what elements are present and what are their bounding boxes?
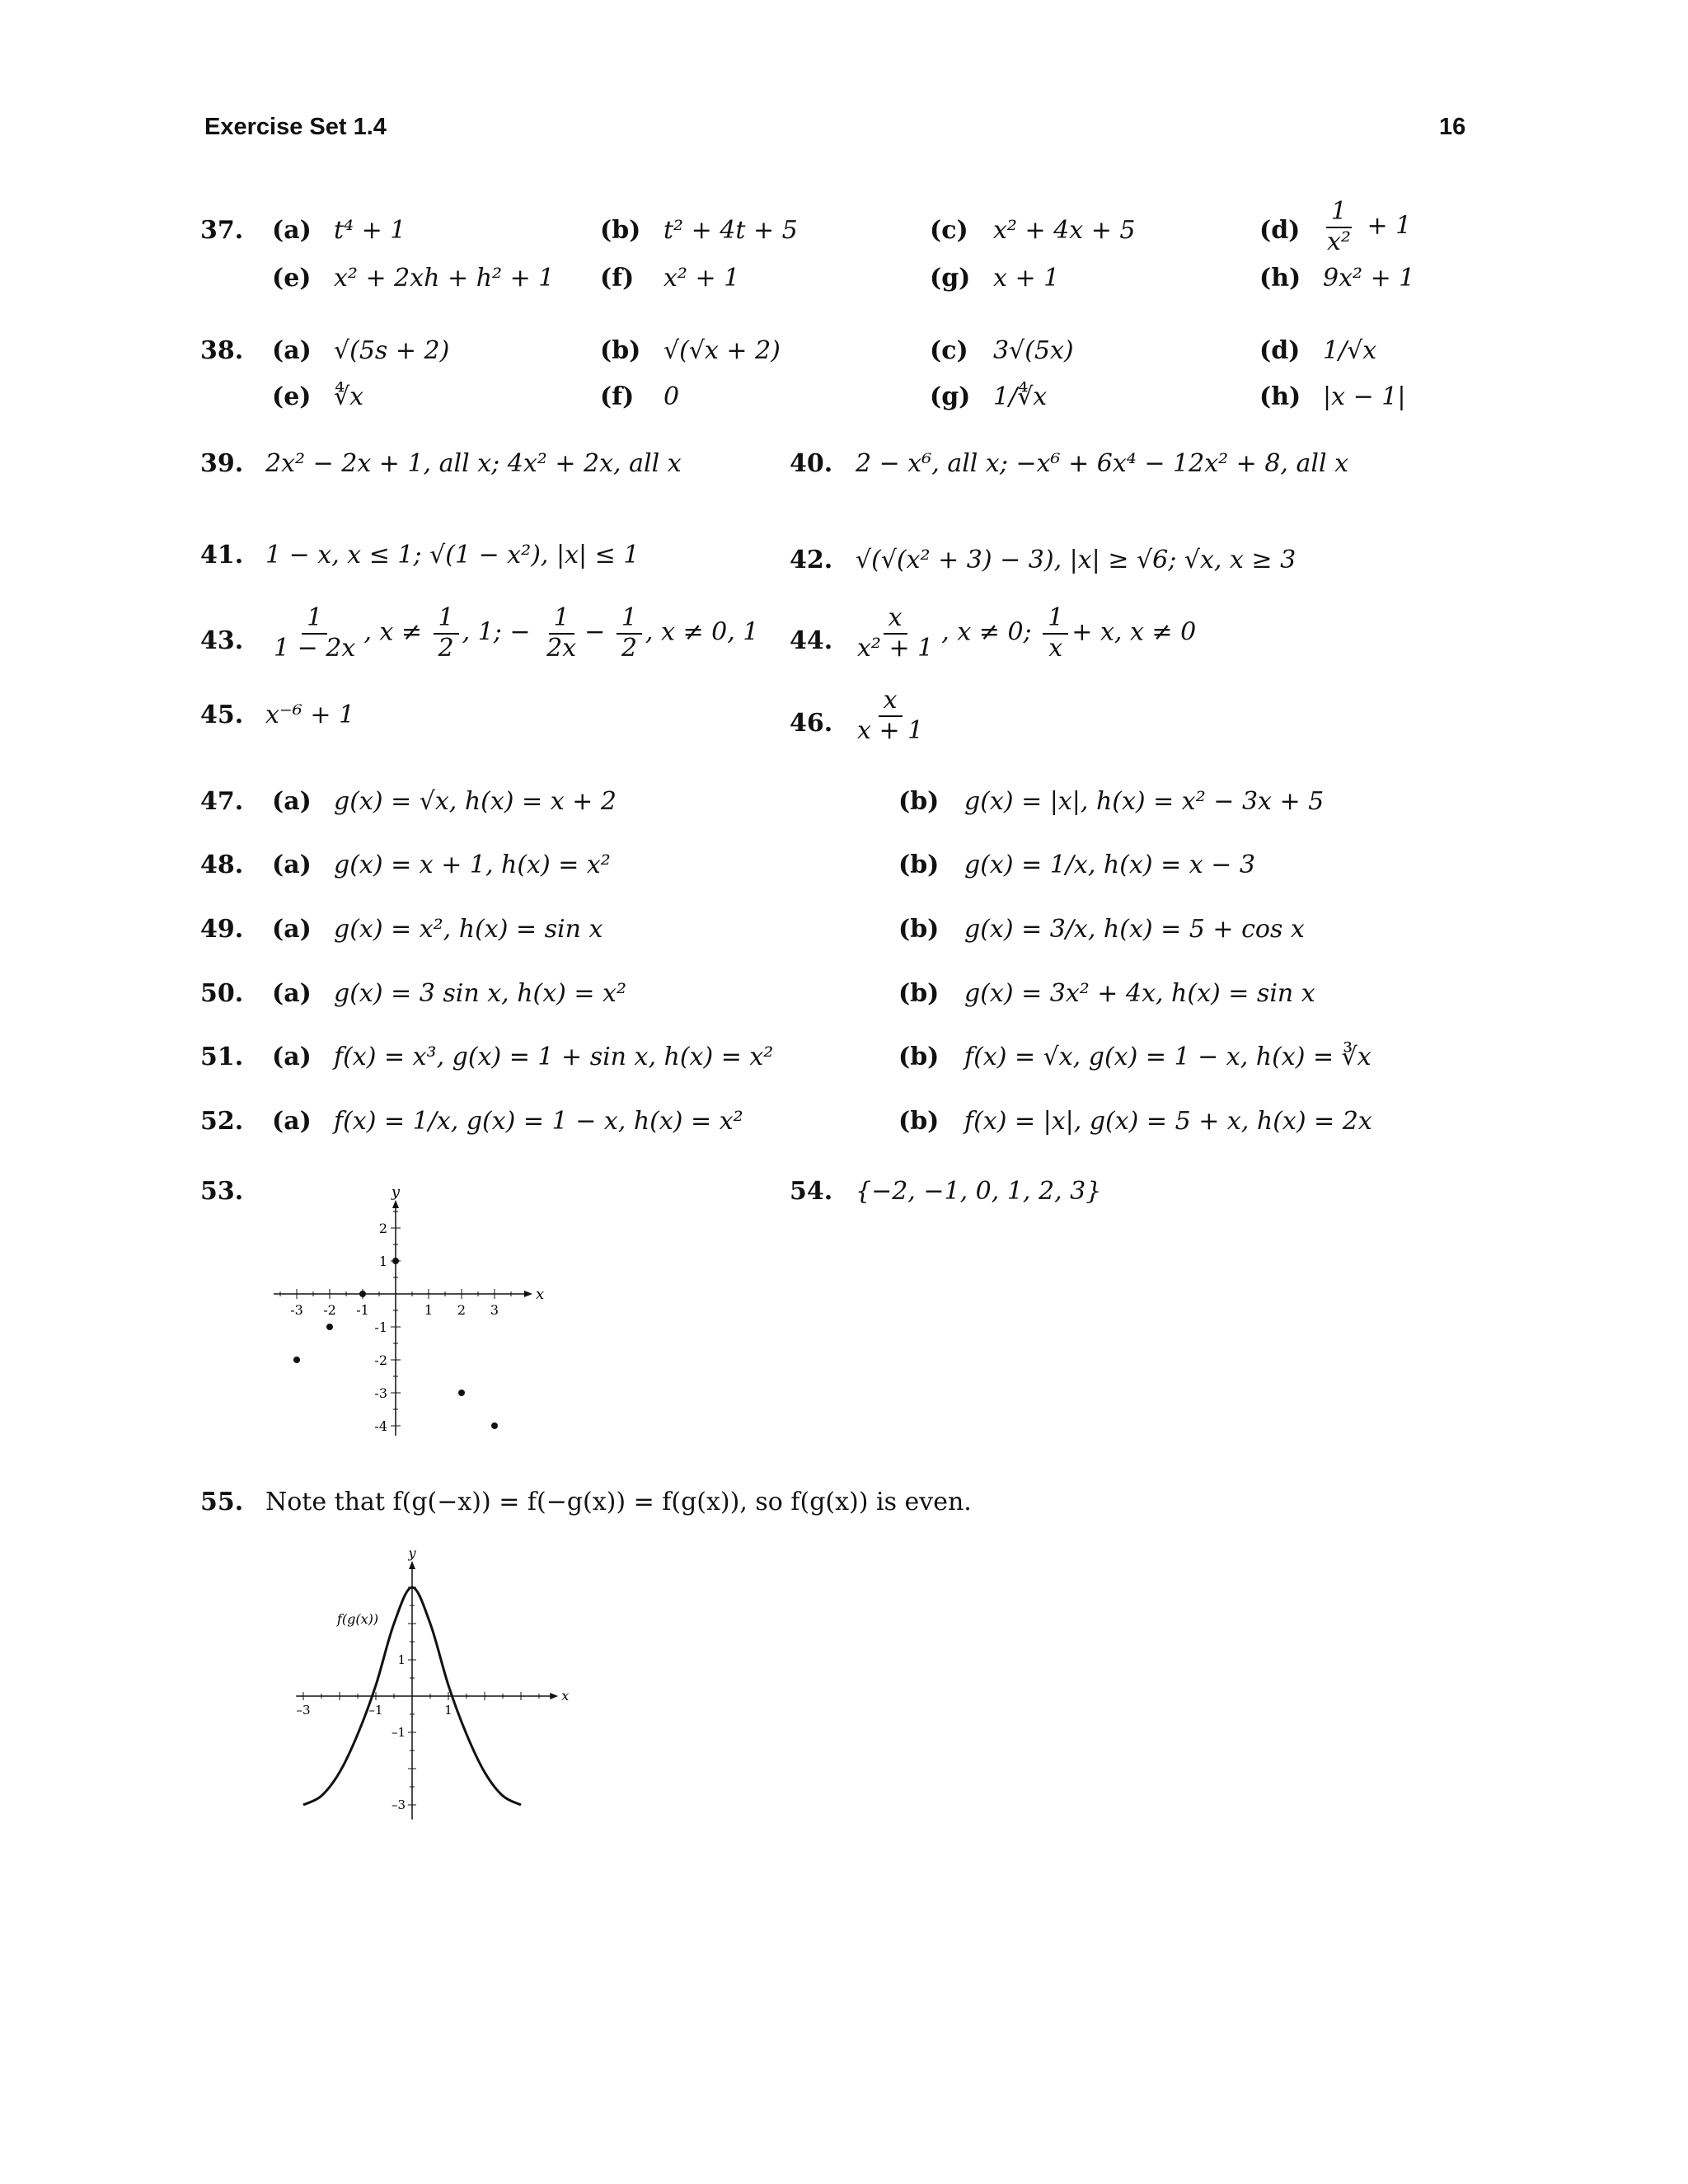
part-label: (d)	[1259, 216, 1301, 245]
answer	[849, 604, 1196, 663]
problem-number: 46.	[790, 709, 833, 738]
y-tick-label: -1	[374, 1319, 387, 1335]
x-axis-label: x	[561, 1688, 570, 1704]
answer-text: −	[584, 617, 606, 647]
part-label: (e)	[272, 264, 312, 293]
answer: 3√(5x)	[993, 336, 1074, 365]
part-label: (h)	[1259, 264, 1301, 293]
problem-number: 44.	[790, 626, 833, 655]
numerator: 1	[549, 604, 574, 635]
part-label: (h)	[1259, 382, 1301, 411]
part-label: (a)	[272, 1043, 312, 1071]
y-tick-label: 2	[378, 1221, 387, 1236]
x-axis-label: x	[536, 1286, 545, 1303]
x-axis-arrow	[550, 1693, 558, 1699]
answer-text: , x ≠ 0;	[941, 617, 1032, 647]
part-label: (b)	[898, 851, 940, 879]
fraction	[1043, 604, 1068, 663]
answer: √(√(x² + 3) − 3), |x| ≥ √6; √x, x ≥ 3	[856, 546, 1296, 574]
answer: 1/∜x	[993, 382, 1048, 411]
denominator: 2	[621, 633, 637, 663]
answer: √(√x + 2)	[663, 336, 781, 365]
y-tick-label: -3	[374, 1385, 387, 1401]
numerator: 1	[1043, 604, 1068, 635]
denominator: 2x	[546, 633, 577, 663]
part-label: (b)	[898, 1107, 940, 1136]
answer: 1 − x, x ≤ 1; √(1 − x²), |x| ≤ 1	[265, 541, 640, 569]
curve-label: f(g(x))	[336, 1611, 379, 1627]
data-point	[458, 1390, 465, 1396]
part-label: (a)	[272, 787, 312, 816]
problem-number: 42.	[790, 546, 833, 574]
answer: 9x² + 1	[1323, 264, 1415, 293]
x-tick-label: -3	[290, 1302, 303, 1318]
answer: g(x) = √x, h(x) = x + 2	[334, 787, 617, 816]
part-label: (a)	[272, 336, 312, 365]
y-axis-label: y	[408, 1549, 416, 1561]
part-label: (d)	[1259, 336, 1301, 365]
problem-number: 41.	[200, 541, 244, 569]
denominator: x²	[1327, 227, 1351, 256]
part-label: (c)	[930, 336, 968, 365]
answer: ∜x	[334, 382, 364, 411]
part-label: (f)	[600, 382, 635, 411]
answer: x² + 1	[663, 264, 740, 293]
problem-number: 48.	[200, 851, 244, 879]
data-point	[392, 1258, 399, 1264]
problem-number: 52.	[200, 1107, 244, 1136]
part-label: (b)	[600, 336, 641, 365]
part-label: (f)	[600, 264, 635, 293]
y-tick-label: –1	[391, 1725, 406, 1740]
fraction	[1322, 198, 1356, 256]
denominator: x² + 1	[857, 633, 934, 663]
part-label: (e)	[272, 382, 312, 411]
x-axis-arrow	[524, 1291, 532, 1297]
part-label: (a)	[272, 1107, 312, 1136]
part-label: (a)	[272, 979, 312, 1008]
problem-number: 53.	[200, 1177, 244, 1206]
part-label: (a)	[272, 216, 312, 245]
denominator: x	[1048, 633, 1063, 663]
x-tick-label: -1	[356, 1302, 369, 1318]
answer: f(x) = 1/x, g(x) = 1 − x, h(x) = x²	[334, 1107, 743, 1136]
part-label: (b)	[898, 979, 940, 1008]
answer: Note that f(g(−x)) = f(−g(x)) = f(g(x)), so f(g(x)) is even.	[265, 1488, 972, 1516]
answer: 2 − x⁶, all x; −x⁶ + 6x⁴ − 12x² + 8, all x	[856, 449, 1349, 478]
problem-number: 54.	[790, 1177, 833, 1206]
answer: x + 1	[993, 264, 1060, 293]
answer: g(x) = 3x² + 4x, h(x) = sin x	[964, 979, 1315, 1008]
y-tick-label: –3	[391, 1797, 406, 1812]
fraction	[617, 604, 642, 663]
y-tick-label: 1	[397, 1652, 406, 1667]
problem-number: 38.	[200, 336, 244, 365]
part-label: (b)	[898, 915, 940, 944]
problem-number: 37.	[200, 216, 244, 245]
answer: 2x² − 2x + 1, all x; 4x² + 2x, all x	[265, 449, 682, 478]
denominator: x + 1	[857, 715, 924, 745]
answer: x² + 2xh + h² + 1	[334, 264, 555, 293]
section-title: Exercise Set 1.4	[204, 114, 387, 140]
problem-number: 47.	[200, 787, 244, 816]
answer: {−2, −1, 0, 1, 2, 3}	[856, 1177, 1102, 1206]
fraction	[434, 604, 459, 663]
part-label: (g)	[930, 264, 971, 293]
answer	[1319, 198, 1411, 256]
x-tick-label: 1	[424, 1302, 434, 1318]
answer-rest: + 1	[1367, 211, 1412, 241]
denominator: 2	[438, 633, 454, 663]
x-tick-label: –3	[296, 1703, 311, 1718]
x-tick-label: 3	[490, 1302, 499, 1318]
answer: g(x) = x + 1, h(x) = x²	[334, 851, 611, 879]
fraction	[852, 687, 928, 745]
numerator: 1	[302, 604, 327, 635]
problem-number: 55.	[200, 1488, 244, 1516]
problem-number: 45.	[200, 701, 244, 729]
answer: 1/√x	[1323, 336, 1377, 365]
answer-text: + x, x ≠ 0	[1071, 617, 1197, 647]
numerator: x	[884, 604, 907, 635]
answer: √(5s + 2)	[334, 336, 450, 365]
fraction	[852, 604, 938, 663]
part-label: (a)	[272, 915, 312, 944]
answer: |x − 1|	[1323, 382, 1406, 411]
problem-number: 40.	[790, 449, 833, 478]
line-chart	[272, 1549, 577, 1830]
problem-number: 39.	[200, 449, 244, 478]
y-axis-label: y	[391, 1183, 401, 1201]
part-label: (g)	[930, 382, 971, 411]
part-label: (b)	[898, 1043, 940, 1071]
data-point	[359, 1291, 366, 1297]
answer-text: , 1; −	[462, 617, 531, 647]
numerator: 1	[617, 604, 642, 635]
answer: f(x) = x³, g(x) = 1 + sin x, h(x) = x²	[334, 1043, 774, 1071]
y-axis-arrow	[392, 1200, 399, 1208]
data-point	[326, 1324, 333, 1330]
x-tick-label: -2	[323, 1302, 336, 1318]
denominator: 1 − 2x	[274, 633, 356, 663]
x-tick-label: 2	[457, 1302, 467, 1318]
answer: t² + 4t + 5	[663, 216, 798, 245]
answer	[265, 604, 758, 663]
answer-text: , x ≠	[363, 617, 422, 647]
data-point	[491, 1422, 498, 1429]
data-point	[293, 1357, 300, 1363]
answer: f(x) = √x, g(x) = 1 − x, h(x) = ∛x	[964, 1043, 1372, 1071]
problem-number: 49.	[200, 915, 244, 944]
problem-number: 43.	[200, 626, 244, 655]
answer	[849, 687, 931, 745]
scatter-chart	[264, 1174, 560, 1451]
problem-number: 50.	[200, 979, 244, 1008]
y-tick-label: -2	[374, 1352, 387, 1368]
page-number: 16	[1439, 114, 1466, 140]
answer: 0	[663, 382, 680, 411]
answer: x⁻⁶ + 1	[265, 701, 355, 729]
y-tick-label: 1	[378, 1254, 387, 1269]
answer-text: , x ≠ 0, 1	[645, 617, 759, 647]
answer: g(x) = 3 sin x, h(x) = x²	[334, 979, 627, 1008]
answer: g(x) = |x|, h(x) = x² − 3x + 5	[964, 787, 1325, 816]
fraction	[542, 604, 581, 663]
y-axis-arrow	[409, 1561, 415, 1569]
answer: g(x) = 3/x, h(x) = 5 + cos x	[964, 915, 1305, 944]
answer: f(x) = |x|, g(x) = 5 + x, h(x) = 2x	[964, 1107, 1372, 1136]
part-label: (b)	[898, 787, 940, 816]
part-label: (a)	[272, 851, 312, 879]
y-tick-label: -4	[374, 1418, 387, 1434]
answer: g(x) = x², h(x) = sin x	[334, 915, 603, 944]
part-label: (c)	[930, 216, 968, 245]
x-tick-label: –1	[368, 1703, 383, 1718]
fraction	[269, 604, 360, 663]
answer: t⁴ + 1	[334, 216, 406, 245]
part-label: (b)	[600, 216, 641, 245]
answer: x² + 4x + 5	[993, 216, 1136, 245]
x-tick-label: 1	[444, 1703, 452, 1718]
numerator: 1	[1326, 198, 1352, 228]
numerator: 1	[434, 604, 459, 635]
numerator: x	[879, 687, 903, 717]
problem-number: 51.	[200, 1043, 244, 1071]
answer: g(x) = 1/x, h(x) = x − 3	[964, 851, 1255, 879]
